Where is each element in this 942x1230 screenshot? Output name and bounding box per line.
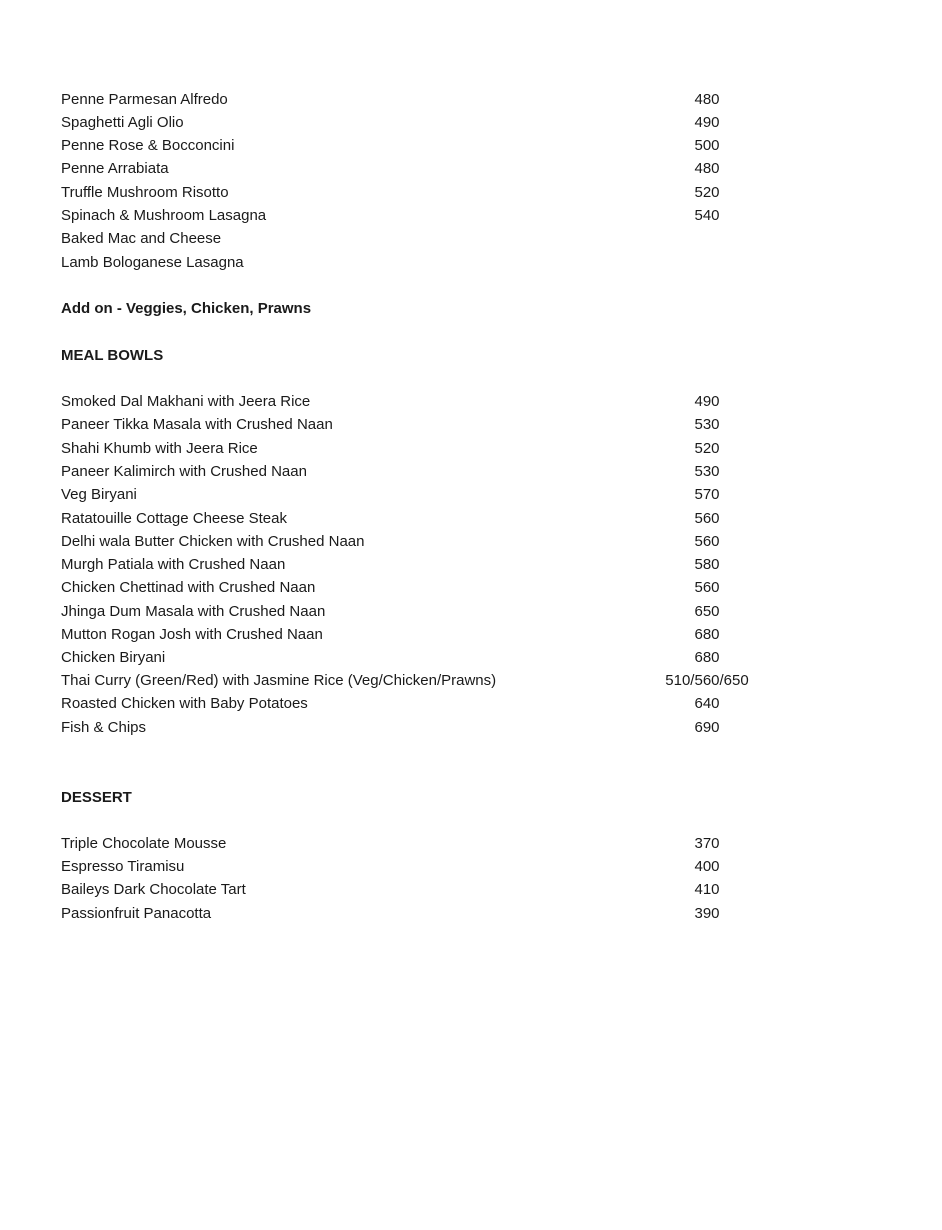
item-name: Smoked Dal Makhani with Jeera Rice xyxy=(61,393,311,410)
menu-item xyxy=(61,460,781,483)
item-name: Fish & Chips xyxy=(61,719,147,736)
menu-item xyxy=(61,157,781,180)
item-price: 560 xyxy=(694,533,720,550)
item-name: Lamb Bologanese Lasagna xyxy=(61,254,244,271)
item-name: Baked Mac and Cheese xyxy=(61,230,222,247)
item-name: Penne Arrabiata xyxy=(61,160,169,177)
menu-item xyxy=(61,553,781,576)
item-name: Shahi Khumb with Jeera Rice xyxy=(61,440,258,457)
item-name: Jhinga Dum Masala with Crushed Naan xyxy=(61,603,326,620)
item-name: Passionfruit Panacotta xyxy=(61,905,212,922)
menu-item xyxy=(61,692,781,715)
item-name: Paneer Kalimirch with Crushed Naan xyxy=(61,463,307,480)
item-price: 520 xyxy=(694,440,720,457)
item-name: Roasted Chicken with Baby Potatoes xyxy=(61,695,308,712)
menu-item xyxy=(61,832,781,855)
menu-item xyxy=(61,181,781,204)
item-name: Veg Biryani xyxy=(61,486,137,503)
item-price: 650 xyxy=(694,603,720,620)
item-name: Espresso Tiramisu xyxy=(61,858,185,875)
item-price: 530 xyxy=(694,463,720,480)
item-price: 480 xyxy=(694,160,720,177)
item-price: 530 xyxy=(694,416,720,433)
section-heading: DESSERT xyxy=(61,789,132,806)
item-price: 560 xyxy=(694,510,720,527)
item-price: 510/560/650 xyxy=(665,672,749,689)
item-price: 520 xyxy=(694,184,720,201)
item-name: Delhi wala Butter Chicken with Crushed Naan xyxy=(61,533,365,550)
menu-item xyxy=(61,413,781,436)
item-name: Chicken Chettinad with Crushed Naan xyxy=(61,579,316,596)
menu-item xyxy=(61,623,781,646)
menu-item xyxy=(61,855,781,878)
menu-item xyxy=(61,111,781,134)
item-price: 570 xyxy=(694,486,720,503)
addon-heading: Add on - Veggies, Chicken, Prawns xyxy=(61,300,312,317)
menu-item xyxy=(61,902,781,925)
item-name: Mutton Rogan Josh with Crushed Naan xyxy=(61,626,323,643)
item-name: Thai Curry (Green/Red) with Jasmine Rice (Veg/Chicken/Prawns) xyxy=(61,672,497,689)
menu-item xyxy=(61,878,781,901)
menu-item xyxy=(61,134,781,157)
menu-item xyxy=(61,227,781,250)
item-name: Paneer Tikka Masala with Crushed Naan xyxy=(61,416,333,433)
item-name: Truffle Mushroom Risotto xyxy=(61,184,229,201)
item-price: 580 xyxy=(694,556,720,573)
menu-item xyxy=(61,437,781,460)
section-heading: MEAL BOWLS xyxy=(61,347,164,364)
item-price: 400 xyxy=(694,858,720,875)
item-price: 690 xyxy=(694,719,720,736)
menu-item xyxy=(61,646,781,669)
menu-item xyxy=(61,716,781,739)
item-name: Murgh Patiala with Crushed Naan xyxy=(61,556,286,573)
item-price: 680 xyxy=(694,649,720,666)
item-price: 540 xyxy=(694,207,720,224)
item-name: Baileys Dark Chocolate Tart xyxy=(61,881,246,898)
menu-item xyxy=(61,507,781,530)
item-price: 640 xyxy=(694,695,720,712)
item-price: 490 xyxy=(694,114,720,131)
menu-item xyxy=(61,530,781,553)
item-price: 390 xyxy=(694,905,720,922)
item-name: Ratatouille Cottage Cheese Steak xyxy=(61,510,287,527)
item-name: Triple Chocolate Mousse xyxy=(61,835,227,852)
menu-item xyxy=(61,576,781,599)
item-price: 480 xyxy=(694,91,720,108)
item-price: 500 xyxy=(694,137,720,154)
item-name: Penne Parmesan Alfredo xyxy=(61,91,228,108)
item-price: 560 xyxy=(694,579,720,596)
item-name: Spinach & Mushroom Lasagna xyxy=(61,207,267,224)
item-name: Spaghetti Agli Olio xyxy=(61,114,184,131)
item-price: 370 xyxy=(694,835,720,852)
menu-item xyxy=(61,88,781,111)
menu-item xyxy=(61,600,781,623)
menu-item xyxy=(61,669,781,692)
item-price: 410 xyxy=(694,881,720,898)
item-price: 490 xyxy=(694,393,720,410)
menu-item xyxy=(61,483,781,506)
menu-item xyxy=(61,204,781,227)
item-name: Chicken Biryani xyxy=(61,649,166,666)
menu-item xyxy=(61,251,781,274)
item-name: Penne Rose & Bocconcini xyxy=(61,137,235,154)
item-price: 680 xyxy=(694,626,720,643)
menu-item xyxy=(61,390,781,413)
